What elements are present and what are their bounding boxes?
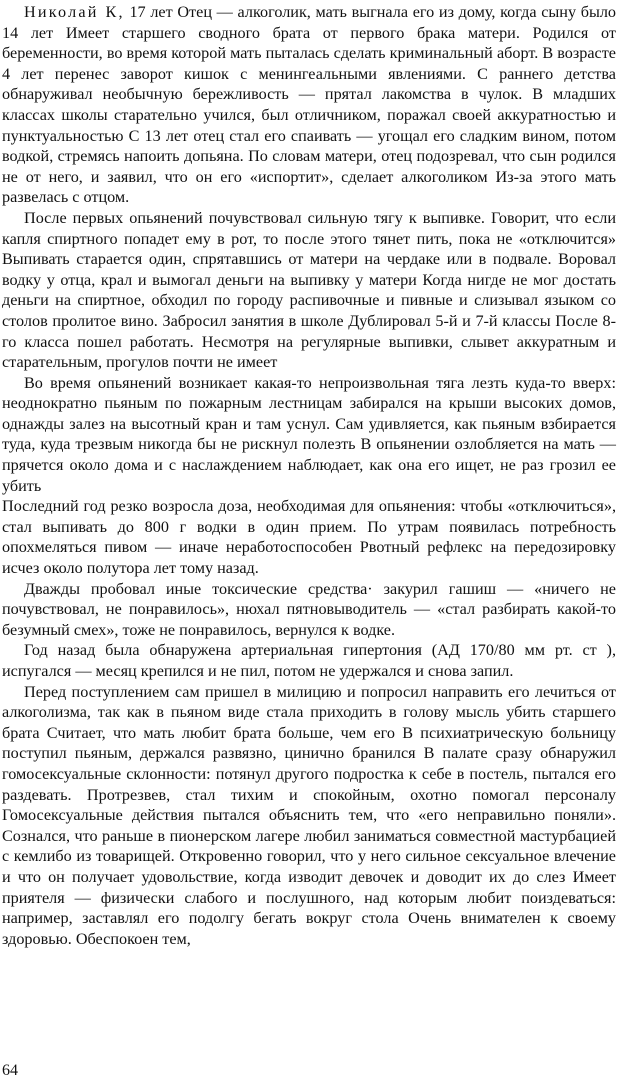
paragraph-hypertension: Год назад была обнаружена артериальная гипертония (АД 170/80 мм рт. ст ), испугался — месяц крепился и не пил, потом не удержался и снова запил. xyxy=(2,641,616,680)
paragraph-toxic-substances: Дважды пробовал иные токсические средства· закурил гашиш — «ничего не почувствовал, не понравилось», нюхал пятновыводитель — «стал разбирать какой-то безумный смех», тоже не понравилось, вернулся к водке. xyxy=(2,579,616,639)
body-text xyxy=(2,2,616,949)
page-number: 64 xyxy=(2,1062,18,1079)
paragraph-text: 17 лет Отец — алкоголик, мать выгнала его из дому, когда сыну было 14 лет Имеет старшего сводного брата от первого брака матери. Родился от беременности, во время которой мать пыталась сделать криминальный аборт. В возрасте 4 лет перенес заворот кишок с менингеальными явлениями. С раннего детства обнаруживал необычную бережливость — прятал лакомства в чулок. В младших классах школы старательно учился, был отличником, поражал своей аккуратностью и пунктуальностью С 13 лет отец стал его спаивать — угощал его сладким вином, потом водкой, стремясь напоить допьяна. По словам матери, отец подозревал, что сын родился не от него, и заявил, что он его «испортит», сделает алкоголиком Из-за этого мать развелась с отцом. xyxy=(2,3,617,207)
paragraph-case-intro xyxy=(2,2,616,208)
patient-name: Николай К, xyxy=(24,3,125,21)
paragraph-admission: Перед поступлением сам пришел в милицию и попросил направить его лечиться от алкоголизма, так как в пьяном виде стала приходить в голову мысль убить старшего брата Считает, что мать любит брата больше, чем его В психиатрическую больницу поступил пьяным, держался развязно, цинично бранился В палате сразу обнаружил гомосексуальные склонности: потянул другого подростка к себе в постель, пытался его раздевать. Протрезвев, стал тихим и спокойным, охотно помогал персоналу Гомосексуальные действия пытался объяснить тем, что «его неправильно поняли». Сознался, что раньше в пионерском лагере любил заниматься совместной мастурбацией с кемлибо из товарищей. Откровенно говорил, что у него сильное сексуальное влечение и что он получает удовольствие, когда изводит девочек и доводит их до слез Имеет приятеля — физически слабого и послушного, над которым любит поиздеваться: например, заставлял его подолгу бегать вокруг стола Очень внимателен к своему здоровью. Обеспокоен тем, xyxy=(2,682,616,948)
paragraph-craving: После первых опьянений почувствовал сильную тягу к выпивке. Говорит, что если капля спиртного попадет ему в рот, то после этого тянет пить, пока не «отключится» Выпивать старается один, спрятавшись от матери на чердаке или в подвале. Воровал водку у отца, крал и вымогал деньги на выпивку у матери Когда нигде не мог достать деньги на спиртное, обходил по городу распивочные и пивные и слизывал языком со столов пролитое вино. Забросил занятия в школе Дублировал 5-й и 7-й классы После 8-го класса пошел работать. Несмотря на регулярные выпивки, слывет аккуратным и старательным, прогулов почти не имеет xyxy=(2,208,616,372)
paragraph-dose: Последний год резко возросла доза, необходимая для опьянения: чтобы «отключиться», стал выпивать до 800 г водки в один прием. По утрам появилась потребность опохмеляться пивом — иначе неработоспособен Рвотный рефлекс на передозировку исчез около полутора лет тому назад. xyxy=(2,497,616,578)
paragraph-intoxication: Во время опьянений возникает какая-то непроизвольная тяга лезть куда-то вверх: неоднократно пьяным по пожарным лестницам забирался на крыши высоких домов, однажды залез на высотный кран и там уснул. Сам удивляется, как пьяным взбирается туда, куда трезвым никогда бы не рискнул полезть В опьянении озлобляется на мать — прячется около дома и с наслаждением наблюдает, как она его ищет, не раз грозил ее убить xyxy=(2,373,616,495)
